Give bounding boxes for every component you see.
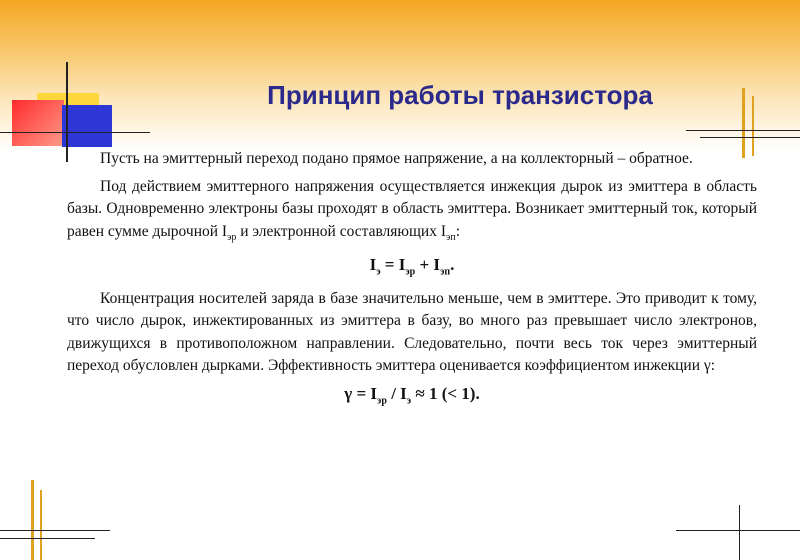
decor-red-square [12, 100, 64, 146]
paragraph [67, 176, 757, 250]
decor-line [752, 96, 754, 156]
formula-injection-coefficient: $\gamma = I_{эр} / I_э \approx 1$ (< 1). [344, 383, 480, 407]
decor-line [66, 62, 68, 162]
paragraph: Пусть на эмиттерный переход подано прямое напряжение, а на коллекторный – обратное. [100, 150, 693, 167]
decor-line [31, 480, 34, 560]
page-title: Принцип работы транзистора [267, 80, 653, 110]
subscript: эп [446, 231, 456, 243]
decor-line [0, 530, 110, 531]
header-gradient [0, 0, 800, 150]
decor-blue-square [62, 105, 112, 147]
body-text [67, 148, 757, 417]
decor-line [700, 137, 800, 138]
decor-line [0, 132, 150, 133]
paragraph-text: Под действием эмиттерного напряжения осуществляется инжекция дырок из эмиттера в область базы. Одновременно электроны базы проходят в область эмиттера. Возникает эмиттерный ток, который равен сумме дырочной I [67, 177, 757, 240]
decor-line [739, 505, 740, 560]
decor-line [686, 130, 800, 131]
paragraph-text: и электронной составляющих I [236, 222, 447, 240]
paragraph: Концентрация носителей заряда в базе значительно меньше, чем в эмиттере. Это приводит к тому, что число дырок, инжектированных из эмиттера в базу, во много раз превышает число электронов, движущихся в противоположном направлении. Следовательно, почти весь ток через эмиттерный переход обусловлен дырками. Эффективность эмиттера оценивается коэффициентом инжекции γ: [67, 289, 757, 375]
formula-emitter-current: $I_э = I_{эр} + I_{эп}$. [369, 255, 455, 278]
subscript: эр [227, 231, 237, 243]
paragraph-text: : [455, 222, 460, 240]
decor-line [40, 490, 42, 560]
decor-line [676, 530, 800, 531]
decor-line [0, 538, 95, 539]
